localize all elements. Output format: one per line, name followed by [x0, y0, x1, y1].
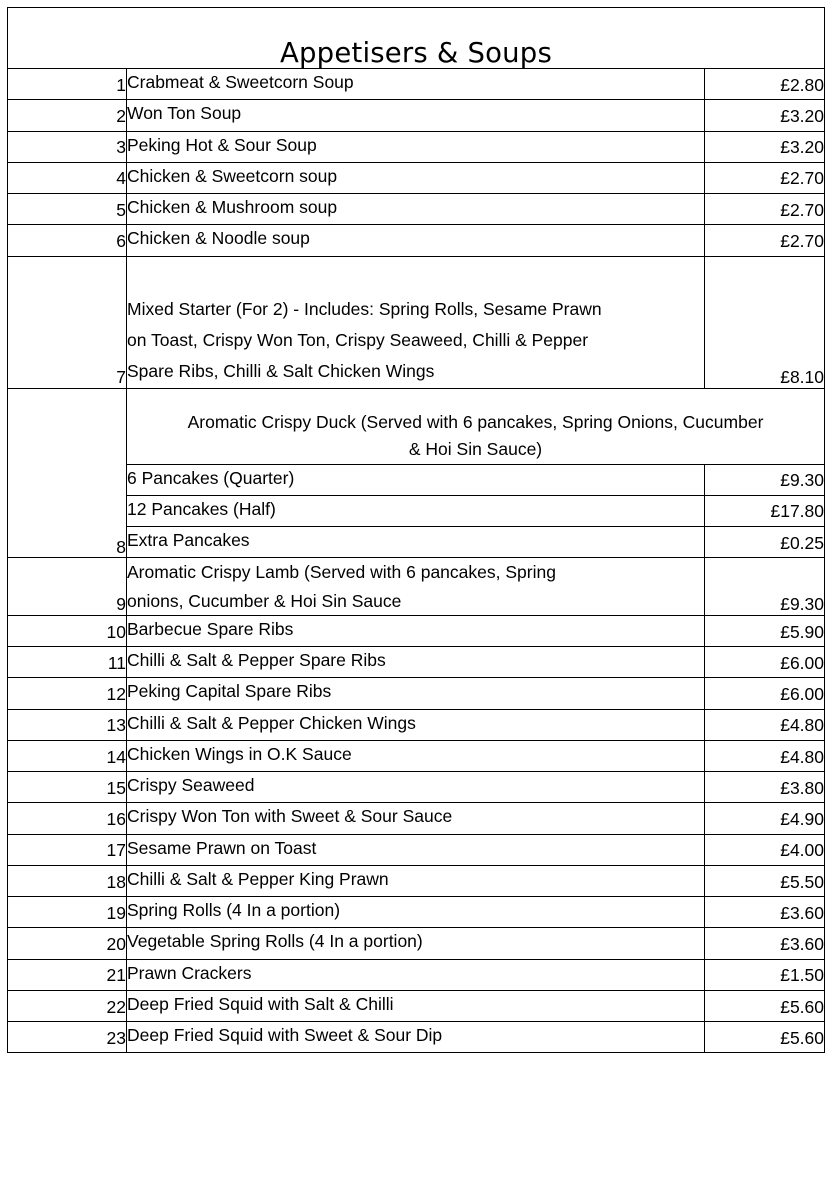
item-description: Chicken & Sweetcorn soup — [127, 162, 705, 193]
table-row[interactable] — [8, 865, 825, 896]
table-row-duck-option[interactable] — [8, 464, 825, 495]
item-price: £5.60 — [705, 990, 825, 1021]
item-price: £9.30 — [705, 464, 825, 495]
menu-title-row — [8, 8, 825, 69]
item-description: Won Ton Soup — [127, 100, 705, 131]
item-number: 2 — [8, 100, 127, 131]
aromatic-duck-header-line: & Hoi Sin Sauce) — [408, 439, 543, 460]
item-number: 8 — [8, 388, 127, 558]
item-number: 3 — [8, 131, 127, 162]
item-description: Chicken & Noodle soup — [127, 225, 705, 256]
table-row[interactable] — [8, 1022, 825, 1053]
item-description: Crabmeat & Sweetcorn Soup — [127, 69, 705, 100]
item-number: 18 — [8, 865, 127, 896]
item-price: £2.70 — [705, 162, 825, 193]
table-row-aromatic-lamb[interactable] — [8, 558, 825, 616]
table-row[interactable] — [8, 194, 825, 225]
item-description-line: on Toast, Crispy Won Ton, Crispy Seaweed, Chilli & Pepper — [127, 330, 589, 351]
item-price: £1.50 — [705, 959, 825, 990]
item-price: £8.10 — [705, 256, 825, 388]
item-price: £5.50 — [705, 865, 825, 896]
item-number: 6 — [8, 225, 127, 256]
table-row[interactable] — [8, 615, 825, 646]
item-description-line: onions, Cucumber & Hoi Sin Sauce — [127, 590, 402, 611]
item-number: 15 — [8, 772, 127, 803]
item-price: £2.70 — [705, 194, 825, 225]
item-price: £4.80 — [705, 740, 825, 771]
item-price: £4.80 — [705, 709, 825, 740]
item-price: £5.60 — [705, 1022, 825, 1053]
item-number: 17 — [8, 834, 127, 865]
table-row[interactable] — [8, 740, 825, 771]
item-description: Deep Fried Squid with Salt & Chilli — [127, 990, 705, 1021]
menu-table — [7, 7, 825, 1053]
item-description: Sesame Prawn on Toast — [127, 834, 705, 865]
table-row[interactable] — [8, 834, 825, 865]
item-number: 20 — [8, 928, 127, 959]
item-description: Spring Rolls (4 In a portion) — [127, 897, 705, 928]
item-description: Peking Hot & Sour Soup — [127, 131, 705, 162]
item-number: 5 — [8, 194, 127, 225]
item-price: £5.90 — [705, 615, 825, 646]
item-price: £3.60 — [705, 928, 825, 959]
table-row[interactable] — [8, 162, 825, 193]
item-number: 14 — [8, 740, 127, 771]
item-description: Extra Pancakes — [127, 527, 705, 558]
item-description: Chilli & Salt & Pepper Chicken Wings — [127, 709, 705, 740]
item-description: Prawn Crackers — [127, 959, 705, 990]
item-description: Peking Capital Spare Ribs — [127, 678, 705, 709]
item-description — [127, 558, 705, 616]
item-description-line: Mixed Starter (For 2) - Includes: Spring Rolls, Sesame Prawn — [127, 299, 602, 320]
item-price: £3.20 — [705, 131, 825, 162]
item-number: 10 — [8, 615, 127, 646]
item-number: 7 — [8, 256, 127, 388]
menu-table-body — [8, 8, 825, 1053]
item-description: 12 Pancakes (Half) — [127, 495, 705, 526]
table-row[interactable] — [8, 225, 825, 256]
table-row[interactable] — [8, 647, 825, 678]
aromatic-duck-header-line: Aromatic Crispy Duck (Served with 6 pancakes, Spring Onions, Cucumber — [187, 412, 764, 433]
item-number: 23 — [8, 1022, 127, 1053]
table-row-aromatic-duck-header[interactable] — [8, 388, 825, 464]
item-description: Crispy Seaweed — [127, 772, 705, 803]
table-row[interactable] — [8, 959, 825, 990]
item-description: Crispy Won Ton with Sweet & Sour Sauce — [127, 803, 705, 834]
item-description: Chilli & Salt & Pepper King Prawn — [127, 865, 705, 896]
item-number: 11 — [8, 647, 127, 678]
item-description: Chicken Wings in O.K Sauce — [127, 740, 705, 771]
page-title-text: Appetisers & Soups — [280, 36, 552, 69]
item-description — [127, 256, 705, 388]
table-row[interactable] — [8, 69, 825, 100]
table-row[interactable] — [8, 803, 825, 834]
item-number: 4 — [8, 162, 127, 193]
item-description-line: Aromatic Crispy Lamb (Served with 6 pancakes, Spring — [127, 562, 556, 583]
item-number: 12 — [8, 678, 127, 709]
item-number: 21 — [8, 959, 127, 990]
item-price: £3.60 — [705, 897, 825, 928]
page-title — [8, 8, 825, 69]
item-price: £3.80 — [705, 772, 825, 803]
table-row-mixed-starter[interactable] — [8, 256, 825, 388]
item-number: 9 — [8, 558, 127, 616]
item-number: 13 — [8, 709, 127, 740]
table-row[interactable] — [8, 678, 825, 709]
item-price: £2.80 — [705, 69, 825, 100]
item-price: £9.30 — [705, 558, 825, 616]
item-description: Chilli & Salt & Pepper Spare Ribs — [127, 647, 705, 678]
item-number: 16 — [8, 803, 127, 834]
item-price: £3.20 — [705, 100, 825, 131]
table-row[interactable] — [8, 772, 825, 803]
item-price: £4.00 — [705, 834, 825, 865]
table-row[interactable] — [8, 990, 825, 1021]
item-price: £17.80 — [705, 495, 825, 526]
table-row[interactable] — [8, 928, 825, 959]
table-row[interactable] — [8, 100, 825, 131]
item-price: £0.25 — [705, 527, 825, 558]
item-number: 1 — [8, 69, 127, 100]
item-description-line: Spare Ribs, Chilli & Salt Chicken Wings — [127, 361, 435, 382]
table-row[interactable] — [8, 131, 825, 162]
aromatic-duck-header — [127, 388, 825, 464]
table-row[interactable] — [8, 709, 825, 740]
item-description: Barbecue Spare Ribs — [127, 615, 705, 646]
table-row-duck-option[interactable] — [8, 495, 825, 526]
item-number: 19 — [8, 897, 127, 928]
item-description: Vegetable Spring Rolls (4 In a portion) — [127, 928, 705, 959]
item-price: £6.00 — [705, 678, 825, 709]
table-row[interactable] — [8, 897, 825, 928]
item-price: £6.00 — [705, 647, 825, 678]
item-description: Deep Fried Squid with Sweet & Sour Dip — [127, 1022, 705, 1053]
table-row-duck-option[interactable] — [8, 527, 825, 558]
item-price: £2.70 — [705, 225, 825, 256]
item-description: Chicken & Mushroom soup — [127, 194, 705, 225]
item-price: £4.90 — [705, 803, 825, 834]
item-number: 22 — [8, 990, 127, 1021]
item-description: 6 Pancakes (Quarter) — [127, 464, 705, 495]
